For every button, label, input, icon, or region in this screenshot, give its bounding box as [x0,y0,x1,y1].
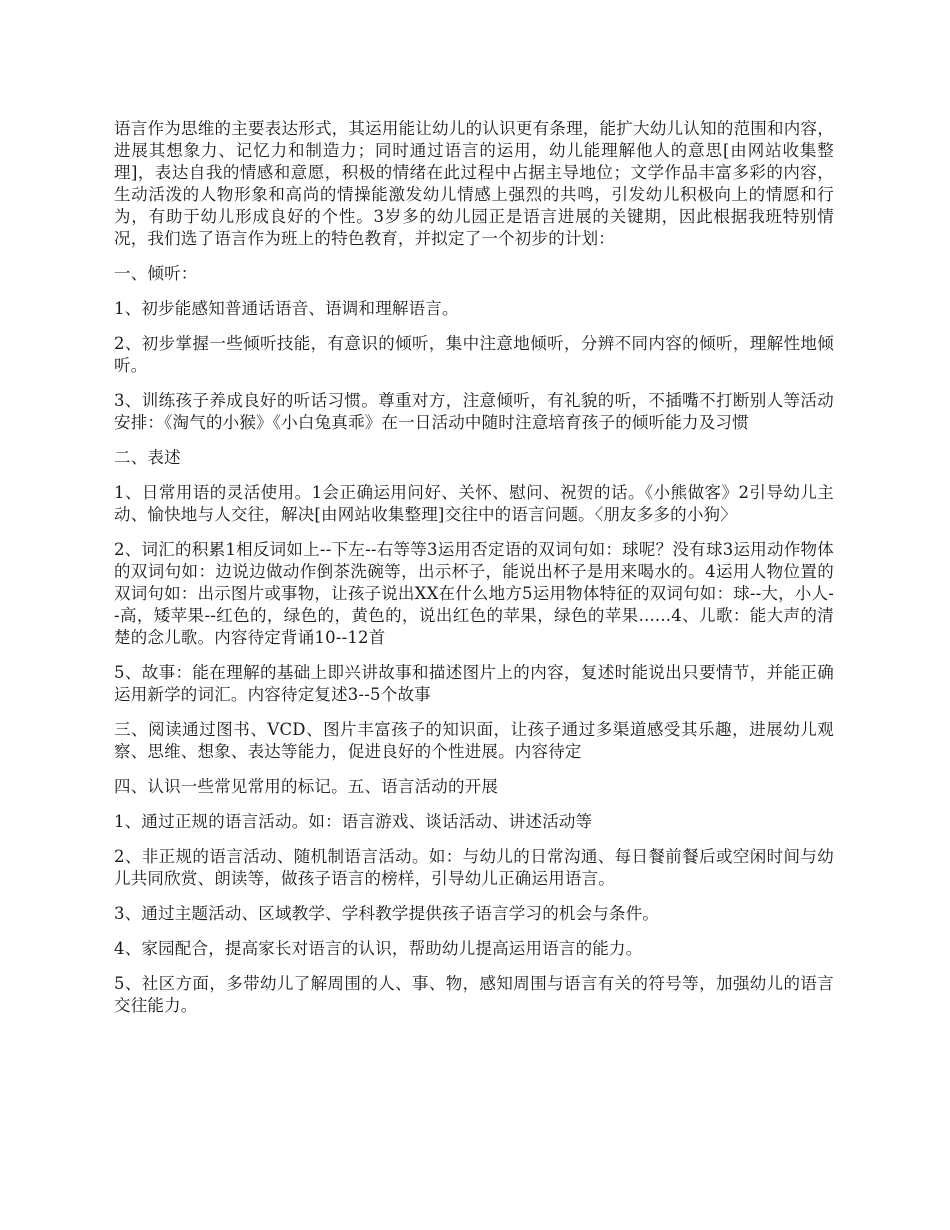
intro-paragraph: 语言作为思维的主要表达形式，其运用能让幼儿的认识更有条理，能扩大幼儿认知的范围和内容，进展其想象力、记忆力和制造力；同时通过语言的运用，幼儿能理解他人的意思[由网站收集整理]，表达自我的情感和意愿，积极的情绪在此过程中占据主导地位；文学作品丰富多彩的内容，生动活泼的人物形象和高尚的情操能激发幼儿情感上强烈的共鸣，引发幼儿积极向上的情愿和行为，有助于幼儿形成良好的个性。3岁多的幼儿园正是语言进展的关键期，因此根据我班特别情况，我们选了语言作为班上的特色教育，并拟定了一个初步的计划： [114,119,834,248]
section-heading-listening: 一、倾听： [114,264,198,283]
list-item: 2、初步掌握一些倾听技能，有意识的倾听，集中注意地倾听，分辨不同内容的倾听，理解性地倾听。 [114,334,834,375]
section-heading-activities: 四、认识一些常见常用的标记。五、语言活动的开展 [114,777,499,796]
list-item: 1、日常用语的灵活使用。1会正确运用问好、关怀、慰问、祝贺的话。《小熊做客》2引导幼儿主动、愉快地与人交往，解决[由网站收集整理]交往中的语言问题。〈朋友多多的小狗〉 [114,483,834,524]
list-item: 3、通过主题活动、区域教学、学科教学提供孩子语言学习的机会与条件。 [114,904,660,923]
list-item: 1、初步能感知普通话语音、语调和理解语言。 [114,299,459,318]
list-item: 2、非正规的语言活动、随机制语言活动。如：与幼儿的日常沟通、每日餐前餐后或空闲时间与幼儿共同欣赏、朗读等，做孩子语言的榜样，引导幼儿正确运用语言。 [114,847,834,888]
list-item: 5、社区方面，多带幼儿了解周围的人、事、物，感知周围与语言有关的符号等，加强幼儿的语言交往能力。 [114,974,834,1015]
document-body [114,118,834,1030]
list-item: 3、训练孩子养成良好的听话习惯。尊重对方，注意倾听，有礼貌的听，不插嘴不打断别人等活动安排：《淘气的小猴》《小白兔真乖》在一日活动中随时注意培育孩子的倾听能力及习惯 [114,391,834,432]
section-paragraph-reading: 三、阅读通过图书、VCD、图片丰富孩子的知识面，让孩子通过多渠道感受其乐趣，进展幼儿观察、思维、想象、表达等能力，促进良好的个性进展。内容待定 [114,720,834,761]
section-heading-expression: 二、表述 [114,448,181,467]
list-item: 4、家园配合，提高家长对语言的认识，帮助幼儿提高运用语言的能力。 [114,939,643,958]
list-item: 1、通过正规的语言活动。如：语言游戏、谈话活动、讲述活动等 [114,812,593,831]
list-item: 5、故事：能在理解的基础上即兴讲故事和描述图片上的内容，复述时能说出只要情节，并能正确运用新学的词汇。内容待定复述3--5个故事 [114,663,834,704]
list-item: 2、词汇的积累1相反词如上--下左--右等等3运用否定语的双词句如：球呢？没有球3运用动作物体的双词句如：边说边做动作倒茶洗碗等，出示杯子，能说出杯子是用来喝水的。4运用人物位置的双词句如：出示图片或事物，让孩子说出XX在什么地方5运用物体特征的双词句如：球--大，小人--高，矮苹果--红色的，绿色的，黄色的，说出红色的苹果，绿色的苹果......4、儿歌：能大声的清楚的念儿歌。内容待定背诵10--12首 [114,540,834,647]
